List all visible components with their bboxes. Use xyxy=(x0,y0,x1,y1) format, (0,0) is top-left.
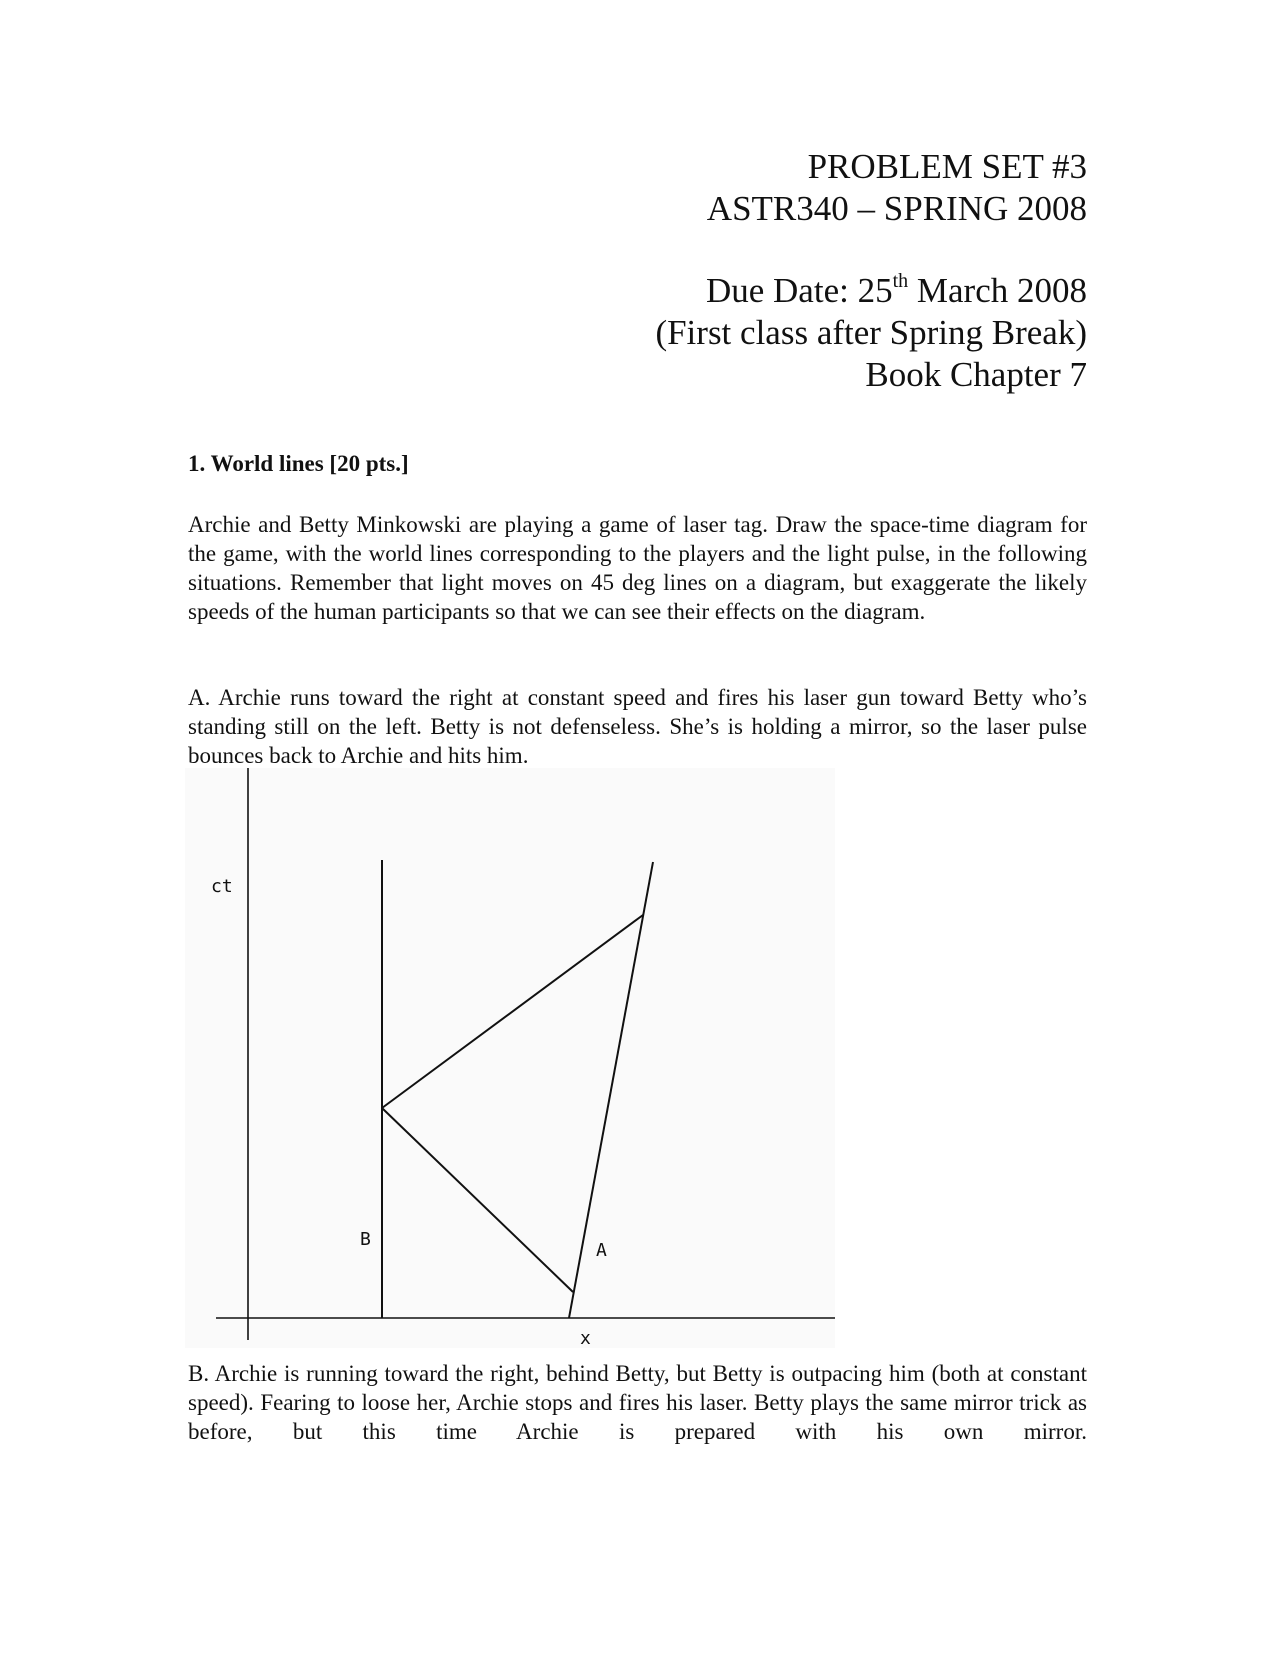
header-spacer xyxy=(387,230,1087,270)
spacetime-diagram xyxy=(185,768,835,1348)
part-b-paragraph: B. Archie is running toward the right, behind Betty, but Betty is outpacing him (both at constant speed). Fearing to loose her, Archie stops and fires his laser. Betty plays the same mirror trick as before, but this time Archie is prepared with his own mirror. xyxy=(188,1361,1087,1444)
course-title: ASTR340 – SPRING 2008 xyxy=(706,189,1087,228)
due-date-superscript: th xyxy=(892,270,909,292)
due-date xyxy=(387,270,1087,312)
x-axis-label: x xyxy=(580,1328,591,1348)
spacetime-diagram-svg xyxy=(185,768,835,1348)
due-date-suffix: March 2008 xyxy=(908,271,1087,310)
due-note: (First class after Spring Break) xyxy=(655,313,1087,352)
betty-label: B xyxy=(360,1229,371,1250)
section-title: 1. World lines [20 pts.] xyxy=(188,451,409,476)
part-a-paragraph: A. Archie runs toward the right at constant speed and fires his laser gun toward Betty who’s standing still on the left. Betty is not defenseless. She’s is holding a mirror, so the laser pulse bounces back to Archie and hits him. xyxy=(188,685,1087,768)
book-chapter: Book Chapter 7 xyxy=(865,355,1087,394)
diagram-background xyxy=(185,768,835,1348)
ct-axis-label: ct xyxy=(211,876,233,897)
problem-set-title: PROBLEM SET #3 xyxy=(807,147,1087,186)
intro-paragraph: Archie and Betty Minkowski are playing a game of laser tag. Draw the space-time diagram for the game, with the world lines corresponding to the players and the light pulse, in the following situations. Remember that light moves on 45 deg lines on a diagram, but exaggerate the likely speeds of the human participants so that we can see their effects on the diagram. xyxy=(188,512,1087,624)
archie-label: A xyxy=(596,1240,607,1261)
document-header xyxy=(387,146,1087,396)
due-date-prefix: Due Date: 25 xyxy=(705,271,893,310)
